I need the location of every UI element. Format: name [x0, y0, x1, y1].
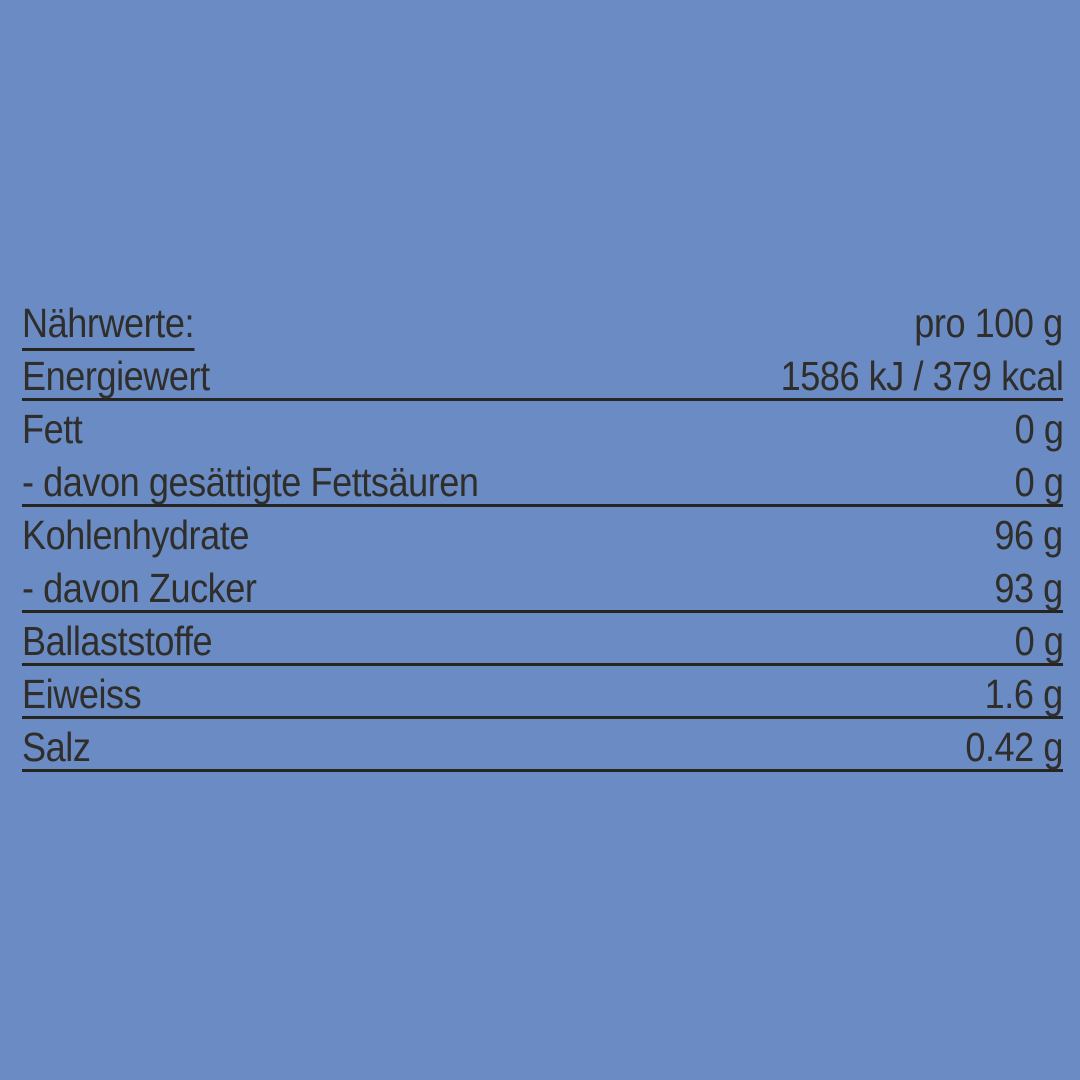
- row-label: Energiewert: [22, 353, 210, 399]
- table-row: [22, 348, 1063, 401]
- table-title-text: Nährwerte:: [22, 303, 194, 351]
- row-value: 0 g: [1014, 618, 1063, 664]
- row-value: 93 g: [994, 565, 1063, 611]
- row-label: - davon gesättigte Fettsäuren: [22, 459, 479, 505]
- table-row: [22, 401, 1063, 454]
- nutrition-table: [22, 295, 1063, 772]
- table-row: [22, 560, 1063, 613]
- row-label: Eiweiss: [22, 671, 142, 717]
- table-body: [22, 348, 1063, 772]
- row-label: Kohlenhydrate: [22, 512, 249, 558]
- table-header-row: [22, 295, 1063, 348]
- row-label: Salz: [22, 724, 91, 770]
- table-title: [22, 300, 195, 346]
- row-value: 0 g: [1014, 459, 1063, 505]
- row-label: Ballaststoffe: [22, 618, 213, 664]
- row-value: 1586 kJ / 379 kcal: [780, 353, 1063, 399]
- row-value: 1.6 g: [984, 671, 1063, 717]
- unit-header: pro 100 g: [914, 300, 1063, 346]
- row-label: Fett: [22, 406, 83, 452]
- table-row: [22, 719, 1063, 772]
- row-value: 0.42 g: [965, 724, 1063, 770]
- row-value: 0 g: [1014, 406, 1063, 452]
- row-value: 96 g: [994, 512, 1063, 558]
- row-label: - davon Zucker: [22, 565, 257, 611]
- table-row: [22, 454, 1063, 507]
- table-row: [22, 613, 1063, 666]
- table-row: [22, 507, 1063, 560]
- table-row: [22, 666, 1063, 719]
